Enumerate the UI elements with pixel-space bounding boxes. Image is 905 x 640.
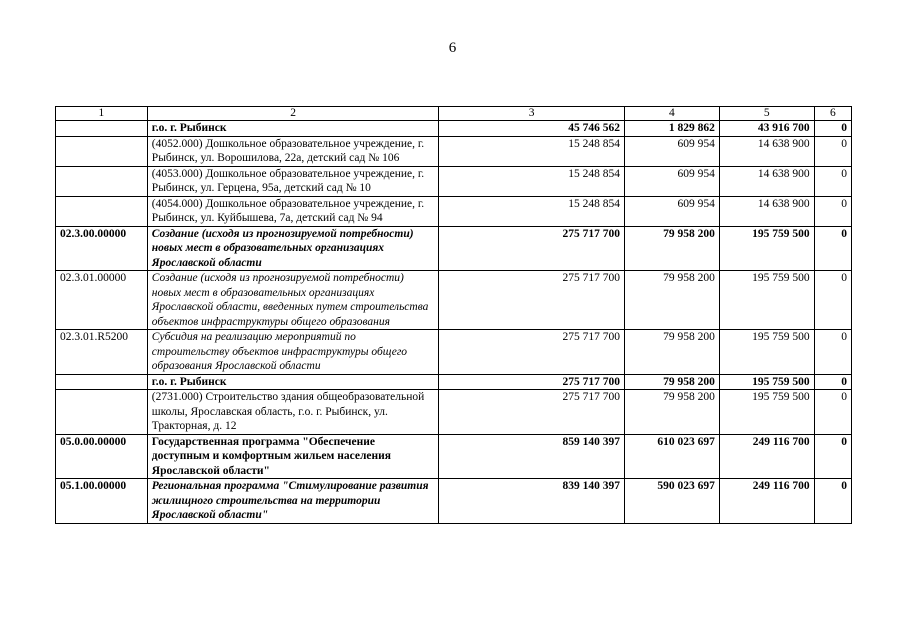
- value-col5: 195 759 500: [719, 390, 814, 435]
- row-code: 05.0.00.00000: [56, 434, 148, 479]
- row-code: 02.3.01.R5200: [56, 330, 148, 375]
- table-row: [56, 390, 852, 435]
- value-col4: 79 958 200: [624, 390, 719, 435]
- table-row: [56, 166, 852, 196]
- row-code: [56, 136, 148, 166]
- row-code: [56, 196, 148, 226]
- value-col6: 0: [814, 166, 851, 196]
- row-name: Государственная программа "Обеспечение доступным и комфортным жильем населения Ярославской области": [147, 434, 439, 479]
- row-name: Субсидия на реализацию мероприятий по строительству объектов инфраструктуры общего образования Ярославской области: [147, 330, 439, 375]
- row-name: (4054.000) Дошкольное образовательное учреждение, г. Рыбинск, ул. Куйбышева, 7а, детский сад № 94: [147, 196, 439, 226]
- value-col5: 14 638 900: [719, 136, 814, 166]
- table-row: [56, 196, 852, 226]
- value-col5: 249 116 700: [719, 434, 814, 479]
- row-name: Региональная программа "Стимулирование развития жилищного строительства на территории Ярославской области": [147, 479, 439, 524]
- table-row: [56, 226, 852, 271]
- value-col3: 275 717 700: [439, 330, 625, 375]
- value-col4: 1 829 862: [624, 121, 719, 137]
- value-col4: 79 958 200: [624, 271, 719, 330]
- value-col5: 195 759 500: [719, 374, 814, 390]
- value-col6: 0: [814, 479, 851, 524]
- value-col4: 609 954: [624, 136, 719, 166]
- value-col3: 15 248 854: [439, 196, 625, 226]
- column-header: 3: [439, 107, 625, 121]
- value-col5: 195 759 500: [719, 330, 814, 375]
- value-col3: 275 717 700: [439, 226, 625, 271]
- value-col6: 0: [814, 330, 851, 375]
- value-col3: 15 248 854: [439, 166, 625, 196]
- row-code: 05.1.00.00000: [56, 479, 148, 524]
- value-col3: 45 746 562: [439, 121, 625, 137]
- value-col6: 0: [814, 271, 851, 330]
- row-name: г.о. г. Рыбинск: [147, 121, 439, 137]
- row-name: г.о. г. Рыбинск: [147, 374, 439, 390]
- value-col6: 0: [814, 434, 851, 479]
- row-code: [56, 390, 148, 435]
- table-row: [56, 136, 852, 166]
- row-code: [56, 166, 148, 196]
- table-row: [56, 330, 852, 375]
- row-name: (4052.000) Дошкольное образовательное учреждение, г. Рыбинск, ул. Ворошилова, 22а, детский сад № 106: [147, 136, 439, 166]
- column-header: 2: [147, 107, 439, 121]
- page-number: 6: [448, 40, 457, 56]
- header-row: [56, 107, 852, 121]
- value-col4: 609 954: [624, 196, 719, 226]
- row-name: Создание (исходя из прогнозируемой потребности) новых мест в образовательных организациях Ярославской области, введенных путем строительства объектов инфраструктуры общего образования: [147, 271, 439, 330]
- value-col6: 0: [814, 136, 851, 166]
- value-col3: 275 717 700: [439, 374, 625, 390]
- value-col3: 275 717 700: [439, 271, 625, 330]
- value-col3: 15 248 854: [439, 136, 625, 166]
- value-col6: 0: [814, 226, 851, 271]
- row-code: [56, 374, 148, 390]
- row-name: Создание (исходя из прогнозируемой потребности) новых мест в образовательных организациях Ярославской области: [147, 226, 439, 271]
- column-header: 6: [814, 107, 851, 121]
- value-col5: 195 759 500: [719, 226, 814, 271]
- row-code: 02.3.00.00000: [56, 226, 148, 271]
- table-row: [56, 434, 852, 479]
- value-col5: 249 116 700: [719, 479, 814, 524]
- row-name: (2731.000) Строительство здания общеобразовательной школы, Ярославская область, г.о. г. Рыбинск, ул. Тракторная, д. 12: [147, 390, 439, 435]
- column-header: 4: [624, 107, 719, 121]
- row-code: [56, 121, 148, 137]
- value-col5: 14 638 900: [719, 166, 814, 196]
- budget-table: [55, 106, 852, 524]
- value-col6: 0: [814, 196, 851, 226]
- value-col5: 43 916 700: [719, 121, 814, 137]
- value-col3: 839 140 397: [439, 479, 625, 524]
- table-row: [56, 121, 852, 137]
- value-col4: 609 954: [624, 166, 719, 196]
- value-col6: 0: [814, 390, 851, 435]
- value-col4: 590 023 697: [624, 479, 719, 524]
- value-col4: 79 958 200: [624, 374, 719, 390]
- value-col5: 14 638 900: [719, 196, 814, 226]
- value-col5: 195 759 500: [719, 271, 814, 330]
- table-row: [56, 479, 852, 524]
- table-row: [56, 374, 852, 390]
- value-col4: 610 023 697: [624, 434, 719, 479]
- value-col3: 275 717 700: [439, 390, 625, 435]
- value-col3: 859 140 397: [439, 434, 625, 479]
- table-row: [56, 271, 852, 330]
- value-col6: 0: [814, 374, 851, 390]
- column-header: 5: [719, 107, 814, 121]
- column-header: 1: [56, 107, 148, 121]
- row-code: 02.3.01.00000: [56, 271, 148, 330]
- value-col4: 79 958 200: [624, 330, 719, 375]
- value-col6: 0: [814, 121, 851, 137]
- value-col4: 79 958 200: [624, 226, 719, 271]
- row-name: (4053.000) Дошкольное образовательное учреждение, г. Рыбинск, ул. Герцена, 95а, детский сад № 10: [147, 166, 439, 196]
